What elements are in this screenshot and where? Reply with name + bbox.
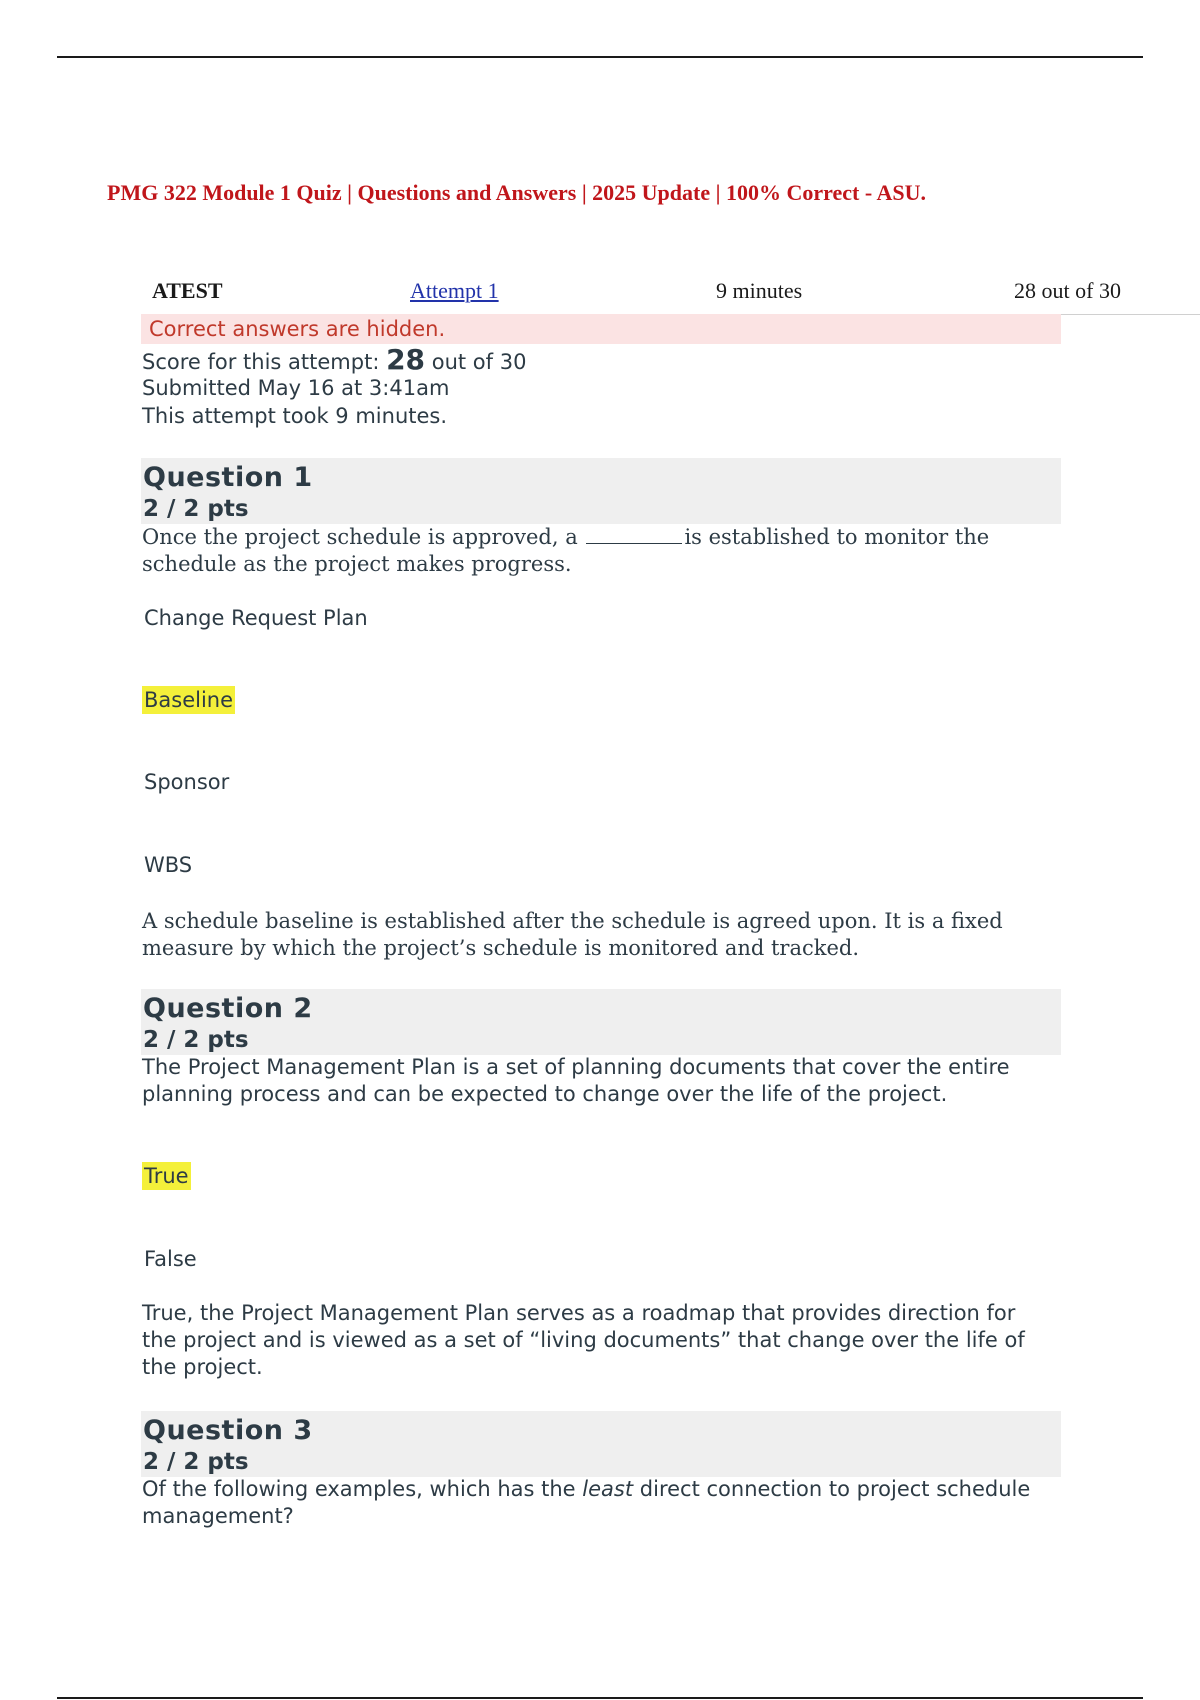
question-2-text: The Project Management Plan is a set of planning documents that cover the entire planning process and can be expected to change over the life of the project. [142,1055,1010,1106]
question-3-text [142,1476,1042,1530]
score-suffix: out of 30 [425,350,527,374]
score-summary [142,343,526,376]
top-rule [57,56,1143,58]
attempt-label: ATEST [152,278,223,303]
question-3-points: 2 / 2 pts [143,1449,249,1475]
q1-answer-sponsor[interactable]: Sponsor [144,770,230,794]
q2-answer-true[interactable]: True [144,1164,189,1188]
question-3-text-before: Of the following examples, which has the [142,1477,583,1501]
question-1-points: 2 / 2 pts [143,496,249,522]
question-3-text-emphasis: least [582,1477,634,1501]
question-1-text [142,524,1042,578]
attempt-time: 9 minutes [716,278,803,303]
question-1-text-after: is established to monitor the schedule as the project makes progress. [142,525,990,576]
attempt-score: 28 out of 30 [1014,278,1121,303]
question-1-header [141,458,1061,524]
hidden-answers-notice: Correct answers are hidden. [141,314,1061,344]
document-title: PMG 322 Module 1 Quiz | Questions and Answers | 2025 Update | 100% Correct - ASU. [107,180,926,205]
q1-answer-change-request-plan[interactable]: Change Request Plan [144,606,368,630]
question-2-points: 2 / 2 pts [143,1027,249,1053]
score-prefix: Score for this attempt: [142,350,387,374]
question-1-text-before: Once the project schedule is approved, a [142,525,585,549]
fill-blank [586,525,682,544]
question-2-title: Question 2 [143,993,313,1024]
submitted-text: Submitted May 16 at 3:41am [142,376,450,400]
question-2-header [141,989,1061,1055]
q1-answer-baseline[interactable]: Baseline [144,688,234,712]
question-1-explanation: A schedule baseline is established after the schedule is agreed upon. It is a fixed measure by which the project’s schedule is monitored and tracked. [142,909,1003,960]
bottom-rule [57,1697,1143,1699]
attempt-row [141,274,1200,315]
question-3-title: Question 3 [143,1415,313,1446]
score-value: 28 [386,343,426,376]
duration-text: This attempt took 9 minutes. [142,404,448,428]
attempt-link[interactable]: Attempt 1 [410,278,499,303]
question-1-title: Question 1 [143,462,313,493]
question-3-header [141,1411,1061,1477]
q2-answer-false[interactable]: False [144,1247,197,1271]
question-2-explanation: True, the Project Management Plan serves as a roadmap that provides direction for the project and is viewed as a set of “living documents” that change over the life of the project. [142,1301,1025,1379]
q1-answer-wbs[interactable]: WBS [144,853,193,877]
question-3-text-after: direct connection to project schedule management? [142,1477,1031,1528]
